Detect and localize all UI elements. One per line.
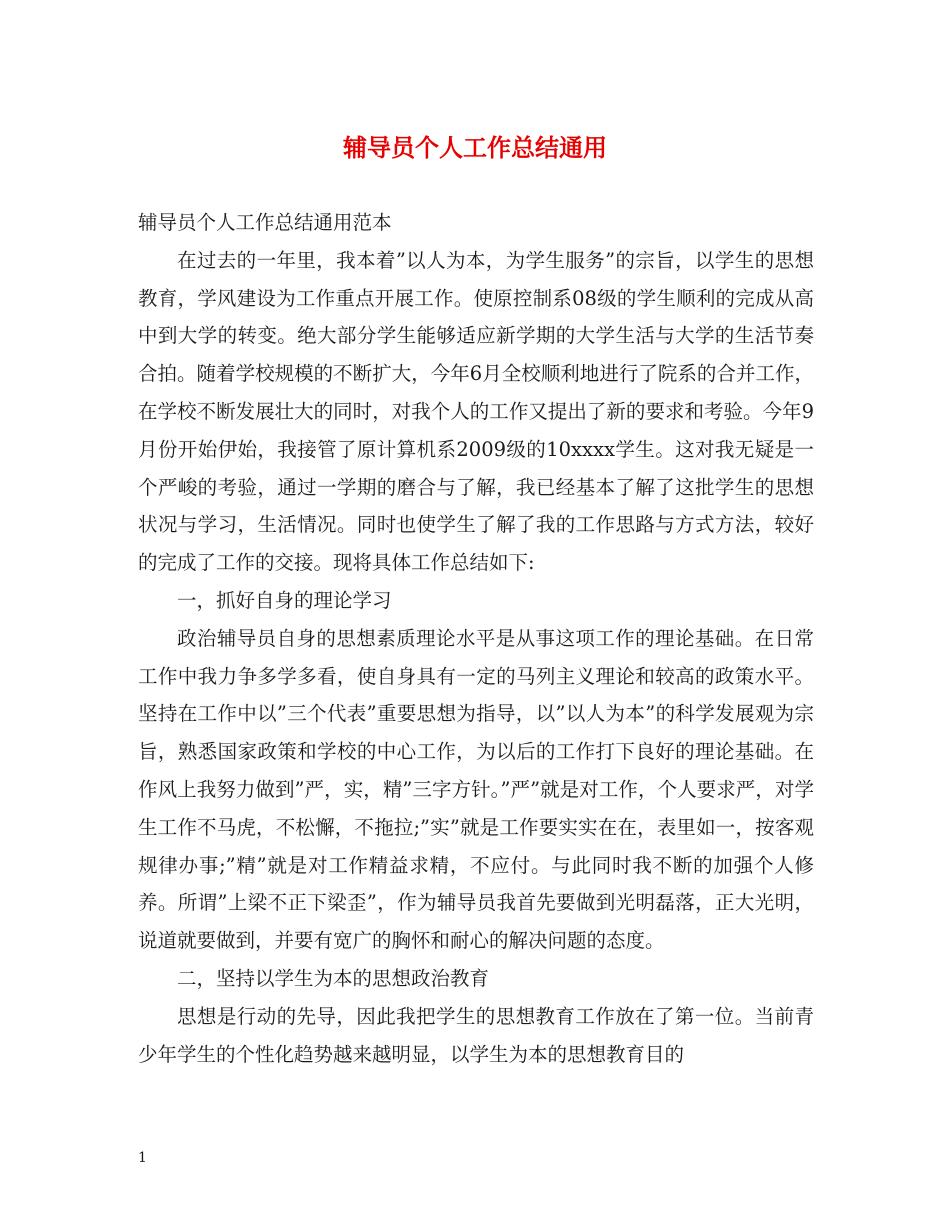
document-subtitle: 辅导员个人工作总结通用范本 [138,211,392,234]
paragraph-intro: 在过去的一年里，我本着”以人为本，为学生服务”的宗旨，以学生的思想教育，学风建设为工作重点开展工作。使原控制系08级的学生顺利的完成从高中到大学的转变。绝大部分学生能够适应新学期的大学生活与大学的生活节奏合拍。随着学校规模的不断扩大，今年6月全校顺利地进行了院系的合并工作，在学校不断发展壮大的同时，对我个人的工作又提出了新的要求和考验。今年9月份开始伊始，我接管了原计算机系2009级的10xxxx学生。这对我无疑是一个严峻的考验，通过一学期的磨合与了解，我已经基本了解了这批学生的思想状况与学习，生活情况。同时也使学生了解了我的工作思路与方式方法，较好的完成了工作的交接。现将具体工作总结如下: [138,248,814,575]
document-title: 辅导员个人工作总结通用 [343,133,607,162]
paragraph-section-2: 思想是行动的先导，因此我把学生的思想教育工作放在了第一位。当前青少年学生的个性化趋势越来越明显，以学生为本的思想教育目的 [138,1004,814,1066]
paragraph-section-1: 政治辅导员自身的思想素质理论水平是从事这项工作的理论基础。在日常工作中我力争多学多看，使自身具有一定的马列主义理论和较高的政策水平。坚持在工作中以”三个代表”重要思想为指导，以”以人为本”的科学发展观为宗旨，熟悉国家政策和学校的中心工作，为以后的工作打下良好的理论基础。在作风上我努力做到”严，实，精”三字方针。”严”就是对工作，个人要求严，对学生工作不马虎，不松懈，不拖拉;”实”就是工作要实实在在，表里如一，按客观规律办事;”精”就是对工作精益求精，不应付。与此同时我不断的加强个人修养。所谓”上梁不正下梁歪”，作为辅导员我首先要做到光明磊落，正大光明，说道就要做到，并要有宽广的胸怀和耐心的解决问题的态度。 [138,626,814,953]
document-body [138,204,814,1073]
section-heading-1: 一，抓好自身的理论学习 [177,588,392,612]
page-number: 1 [138,1150,147,1166]
section-heading-2: 二，坚持以学生为本的思想政治教育 [177,966,490,990]
